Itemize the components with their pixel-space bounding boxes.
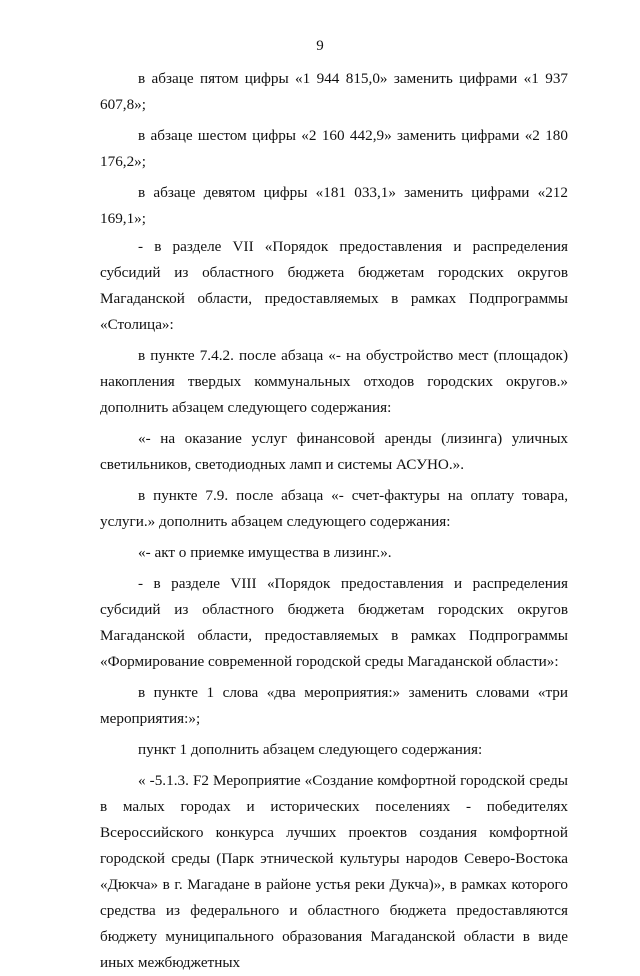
paragraph-5: в пункте 7.4.2. после абзаца «- на обустройство мест (площадок) накопления твердых коммунальных отходов городских округов.» дополнить абзацем следующего содержания: <box>100 347 568 416</box>
paragraph-3: в абзаце девятом цифры «181 033,1» заменить цифрами «212 169,1»; <box>100 184 568 227</box>
paragraph-2: в абзаце шестом цифры «2 160 442,9» заменить цифрами «2 180 176,2»; <box>100 127 568 170</box>
page-number: 9 <box>316 38 324 54</box>
paragraph-11: пункт 1 дополнить абзацем следующего содержания: <box>138 741 483 758</box>
paragraph-8: «- акт о приемке имущества в лизинг.». <box>138 544 392 561</box>
paragraph-6: «- на оказание услуг финансовой аренды (лизинга) уличных светильников, светодиодных ламп и системы АСУНО.». <box>100 430 568 473</box>
paragraph-7: в пункте 7.9. после абзаца «- счет-фактуры на оплату товара, услуги.» дополнить абзацем следующего содержания: <box>100 487 568 530</box>
document-body <box>100 66 568 976</box>
paragraph-10: в пункте 1 слова «два мероприятия:» заменить словами «три мероприятия:»; <box>100 684 568 727</box>
paragraph-12: « -5.1.3. F2 Мероприятие «Создание комфортной городской среды в малых городах и исторических поселениях - победителях Всероссийского конкурса лучших проектов создания комфортной городской среды (Парк этнической культуры народов Северо-Востока «Дюкча» в г. Магадане в районе устья реки Дукча)», в рамках которого средства из федерального и областного бюджета предоставляются бюджету муниципального образования Магаданской области в виде иных межбюджетных <box>100 772 568 971</box>
paragraph-4: - в разделе VII «Порядок предоставления и распределения субсидий из областного бюджета бюджетам городских округов Магаданской области, предоставляемых в рамках Подпрограммы «Столица»: <box>100 238 568 333</box>
paragraph-9: - в разделе VIII «Порядок предоставления и распределения субсидий из областного бюджета бюджетам городских округов Магаданской области, предоставляемых в рамках Подпрограммы «Формирование современной городской среды Магаданской области»: <box>100 575 568 670</box>
paragraph-1: в абзаце пятом цифры «1 944 815,0» заменить цифрами «1 937 607,8»; <box>100 70 568 113</box>
